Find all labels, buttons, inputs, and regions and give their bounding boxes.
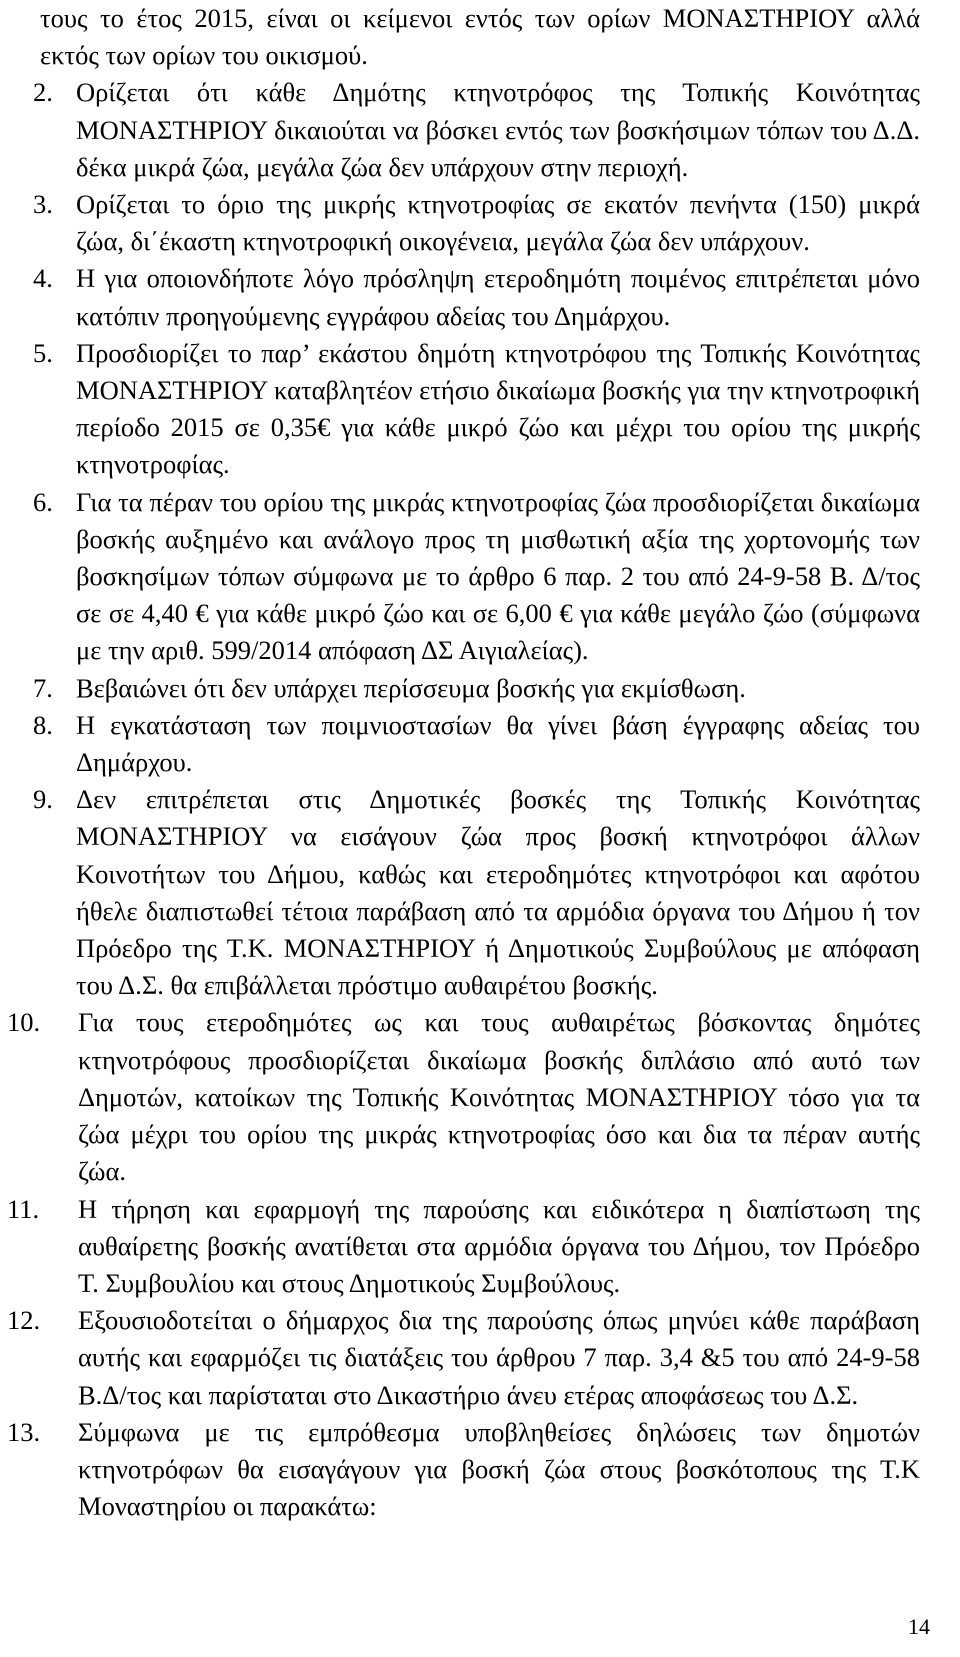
list-number: 9. [33,784,53,815]
list-item-12 [7,1302,920,1414]
list-item-5 [33,335,920,484]
document-page [7,0,920,1525]
list-number: 5. [33,337,53,368]
list-number: 7. [33,672,53,703]
list-text: Ορίζεται το όριο της μικρής κτηνοτροφίας σε εκατόν πενήντα (150) μικρά ζώα, δι΄έκαστη κτηνοτροφική οικογένεια, μεγάλα ζώα δεν υπάρχουν. [76,189,920,257]
page-number: 14 [908,1614,930,1639]
list-number: 2. [33,77,53,108]
list-item-11 [7,1191,920,1303]
list-text: Βεβαιώνει ότι δεν υπάρχει περίσσευμα βοσκής για εκμίσθωση. [76,672,746,703]
list-text: Η για οποιονδήποτε λόγο πρόσληψη ετεροδημότη ποιμένος επιτρέπεται μόνο κατόπιν προηγούμενης εγγράφου αδείας του Δημάρχου. [76,263,920,331]
document-body [7,0,920,1525]
list-item-13 [7,1414,920,1526]
list-number: 8. [33,709,53,740]
intro-paragraph: τους το έτος 2015, είναι οι κείμενοι εντός των ορίων ΜΟΝΑΣΤΗΡΙΟΥ αλλά εκτός των ορίων του οικισμού. [40,3,920,71]
list-item-6 [33,484,920,670]
list-item-10 [7,1004,920,1190]
list-text: Δεν επιτρέπεται στις Δημοτικές βοσκές της Τοπικής Κοινότητας ΜΟΝΑΣΤΗΡΙΟΥ να εισάγουν ζώα προς βοσκή κτηνοτρόφοι άλλων Κοινοτήτων του Δήμου, καθώς και ετεροδημότες κτηνοτρόφοι και αφότου ήθελε διαπιστωθεί τέτοια παράβαση από τα αρμόδια όργανα του Δήμου ή τον Πρόεδρο της Τ.Κ. ΜΟΝΑΣΤΗΡΙΟΥ ή Δημοτικούς Συμβούλους με απόφαση του Δ.Σ. θα επιβάλλεται πρόστιμο αυθαιρέτου βοσκής. [76,784,920,1001]
list-number: 10. [7,1007,41,1038]
list-number: 3. [33,189,53,220]
list-text: Για τους ετεροδημότες ως και τους αυθαιρέτως βόσκοντας δημότες κτηνοτρόφους προσδιορίζεται δικαίωμα βοσκής διπλάσιο από αυτό των Δημοτών, κατοίκων της Τοπικής Κοινότητας ΜΟΝΑΣΤΗΡΙΟΥ τόσο για τα ζώα μέχρι του ορίου της μικράς κτηνοτροφίας όσο και δια τα πέραν αυτής ζώα. [78,1007,920,1187]
list-item-9 [33,781,920,1004]
list-item-2 [33,74,920,186]
list-number: 6. [33,486,53,517]
list-number: 11. [7,1193,40,1224]
list-number: 12. [7,1305,41,1336]
list-text: Προσδιορίζει το παρ’ εκάστου δημότη κτηνοτρόφου της Τοπικής Κοινότητας ΜΟΝΑΣΤΗΡΙΟΥ καταβλητέον ετήσιο δικαίωμα βοσκής για την κτηνοτροφική περίοδο 2015 σε 0,35€ για κάθε μικρό ζώο και μέχρι του ορίου της μικρής κτηνοτροφίας. [76,337,920,480]
list-text: Για τα πέραν του ορίου της μικράς κτηνοτροφίας ζώα προσδιορίζεται δικαίωμα βοσκής αυξημένο και ανάλογο προς τη μισθωτική αξία της χορτονομής των βοσκησίμων τόπων σύμφωνα με το άρθρο 6 παρ. 2 του από 24-9-58 Β. Δ/τος σε σε 4,40 € για κάθε μικρό ζώο και σε 6,00 € για κάθε μεγάλο ζώο (σύμφωνα με την αριθ. 599/2014 απόφαση ΔΣ Αιγιαλείας). [76,486,920,666]
list-text: Σύμφωνα με τις εμπρόθεσμα υποβληθείσες δηλώσεις των δημοτών κτηνοτρόφων θα εισαγάγουν για βοσκή ζώα στους βοσκότοπους της Τ.Κ Μοναστηρίου οι παρακάτω: [78,1416,920,1522]
list-text: Η εγκατάσταση των ποιμνιοστασίων θα γίνει βάση έγγραφης αδείας του Δημάρχου. [76,709,920,778]
list-text: Εξουσιοδοτείται ο δήμαρχος δια της παρούσης όπως μηνύει κάθε παράβαση αυτής και εφαρμόζει τις διατάξεις του άρθρου 7 παρ. 3,4 &5 του από 24-9-58 Β.Δ/τος και παρίσταται στο Δικαστήριο άνευ ετέρας αποφάσεως του Δ.Σ. [78,1305,920,1410]
list-text: Ορίζεται ότι κάθε Δημότης κτηνοτρόφος της Τοπικής Κοινότητας ΜΟΝΑΣΤΗΡΙΟΥ δικαιούται να βόσκει εντός των βοσκήσιμων τόπων του Δ.Δ. δέκα μικρά ζώα, μεγάλα ζώα δεν υπάρχουν στην περιοχή. [76,77,920,182]
list-item-7 [33,670,920,707]
list-number: 4. [33,263,53,294]
list-item-4 [33,260,920,334]
list-item-3 [33,186,920,260]
list-text: Η τήρηση και εφαρμογή της παρούσης και ειδικότερα η διαπίστωση της αυθαίρετης βοσκής ανατίθεται στα αρμόδια όργανα του Δήμου, τον Πρόεδρο Τ. Συμβουλίου και στους Δημοτικούς Συμβούλους. [78,1193,920,1298]
list-number: 13. [7,1416,41,1447]
list-item-8 [33,707,920,781]
